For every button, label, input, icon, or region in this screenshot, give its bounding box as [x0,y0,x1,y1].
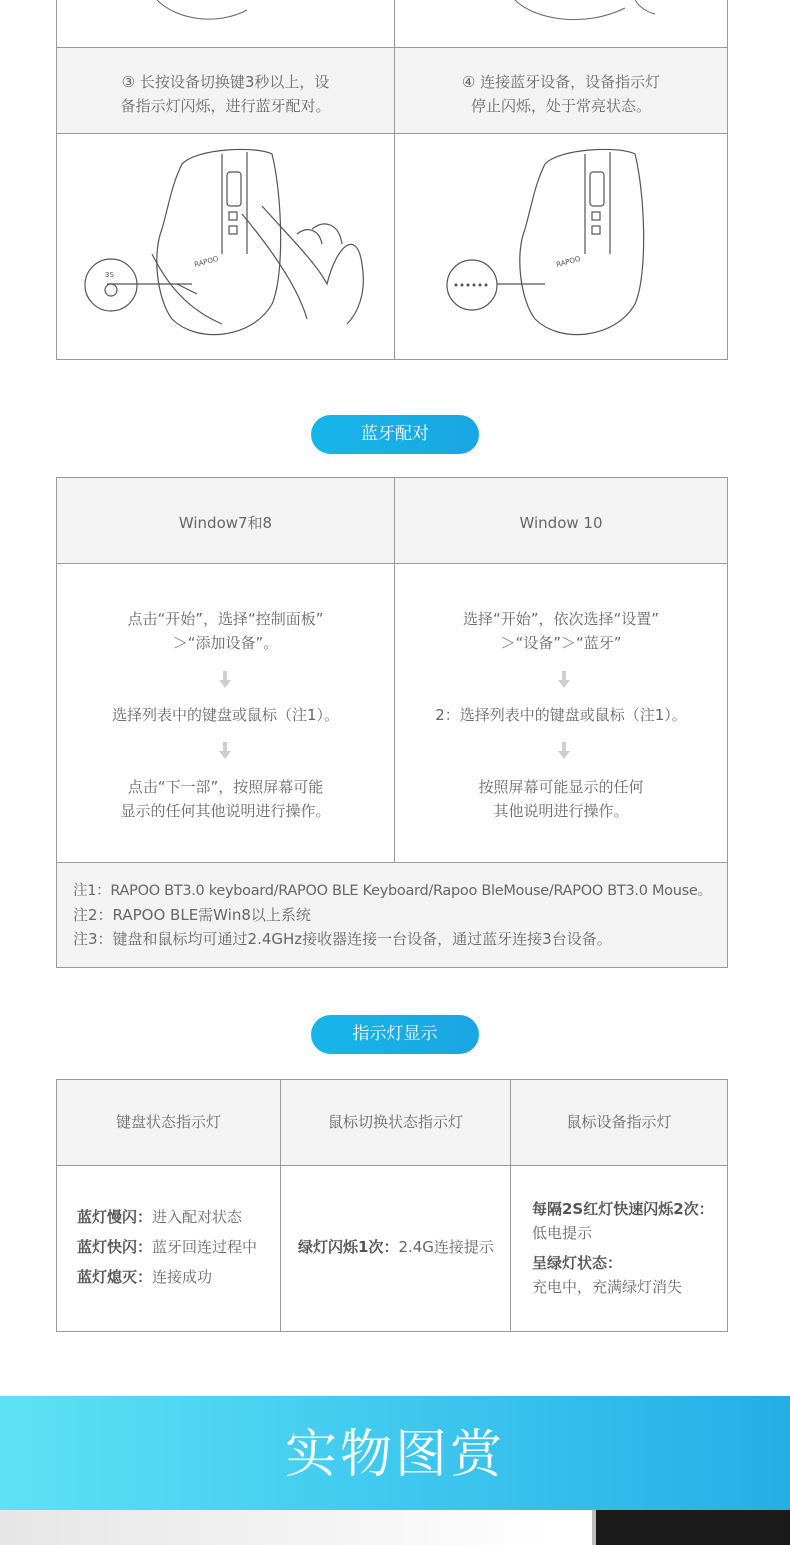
win10-step3-line2: 其他说明进行操作。 [493,802,629,820]
brand-logo-left: RAPOO [193,254,220,269]
win7-step2: 选择列表中的键盘或鼠标（注1）。 [111,706,340,724]
win10-step1-line2: ＞“设备”＞“蓝牙” [500,634,622,652]
keyboard-state-2: 蓝灯快闪：蓝牙回连过程中 [77,1238,258,1256]
mouse-switch-indicator-header: 鼠标切换状态指示灯 [327,1113,463,1131]
step4-line2: 停止闪烁，处于常亮状态。 [470,97,651,115]
win7-step3-line1: 点击“下一部”，按照屏幕可能 [127,778,324,796]
note-1: 注1：RAPOO BT3.0 keyboard/RAPOO BLE Keyboard/Rapoo BleMouse/RAPOO BT3.0 Mouse。 [73,883,712,899]
win10-step2: 2：选择列表中的键盘或鼠标（注1）。 [435,706,687,724]
note-3: 注3：键盘和鼠标均可通过2.4GHz接收器连接一台设备，通过蓝牙连接3台设备。 [73,930,612,948]
mouse-press-illustration [57,134,394,359]
win10-header: Window 10 [519,514,603,532]
mouse-device-state-2-label: 呈绿灯状态： [532,1254,623,1272]
win7-step1-line2: ＞“添加设备”。 [172,634,279,652]
keyboard-indicator-header: 键盘状态指示灯 [115,1113,221,1131]
mouse-device-state-2-text: 充电中，充满绿灯消失 [532,1278,683,1296]
indicator-section-title: 指示灯显示 [311,1015,479,1054]
note-2: 注2：RAPOO BLE需Win8以上系统 [73,906,311,924]
mouse-connected-illustration [395,134,727,359]
step3-line1: ③ 长按设备切换键3秒以上，设 [121,73,330,91]
mouse-device-state-1-text: 低电提示 [532,1224,593,1242]
keyboard-state-1: 蓝灯慢闪：进入配对状态 [77,1208,243,1226]
step3-line2: 备指示灯闪烁，进行蓝牙配对。 [120,97,331,115]
mouse-device-indicator-header: 鼠标设备指示灯 [566,1113,672,1131]
timer-label: 3S [105,271,114,279]
mouse-illustration-top-left [57,0,394,48]
arrow-down-icon [218,742,232,760]
win10-step1-line1: 选择“开始”，依次选择“设置” [462,610,660,628]
mouse-illustration-top-right [395,0,727,48]
product-photo-dark-edge [592,1510,790,1545]
arrow-down-icon [557,742,571,760]
brand-logo-right: RAPOO [555,254,582,269]
arrow-down-icon [557,671,571,689]
keyboard-state-3: 蓝灯熄灭：连接成功 [77,1268,213,1286]
mouse-device-state-1-label: 每隔2S红灯快速闪烁2次： [532,1200,714,1218]
win10-step3-line1: 按照屏幕可能显示的任何 [478,778,644,796]
arrow-down-icon [218,671,232,689]
gallery-banner-title: 实物图赏 [284,1425,505,1485]
win7-header: Window7和8 [178,514,273,532]
step4-line1: ④ 连接蓝牙设备，设备指示灯 [461,73,661,91]
win7-step3-line2: 显示的任何其他说明进行操作。 [120,802,331,820]
win7-step1-line1: 点击“开始”，选择“控制面板” [127,610,324,628]
mouse-switch-state: 绿灯闪烁1次：2.4G连接提示 [298,1238,494,1256]
pairing-section-title: 蓝牙配对 [311,415,479,454]
